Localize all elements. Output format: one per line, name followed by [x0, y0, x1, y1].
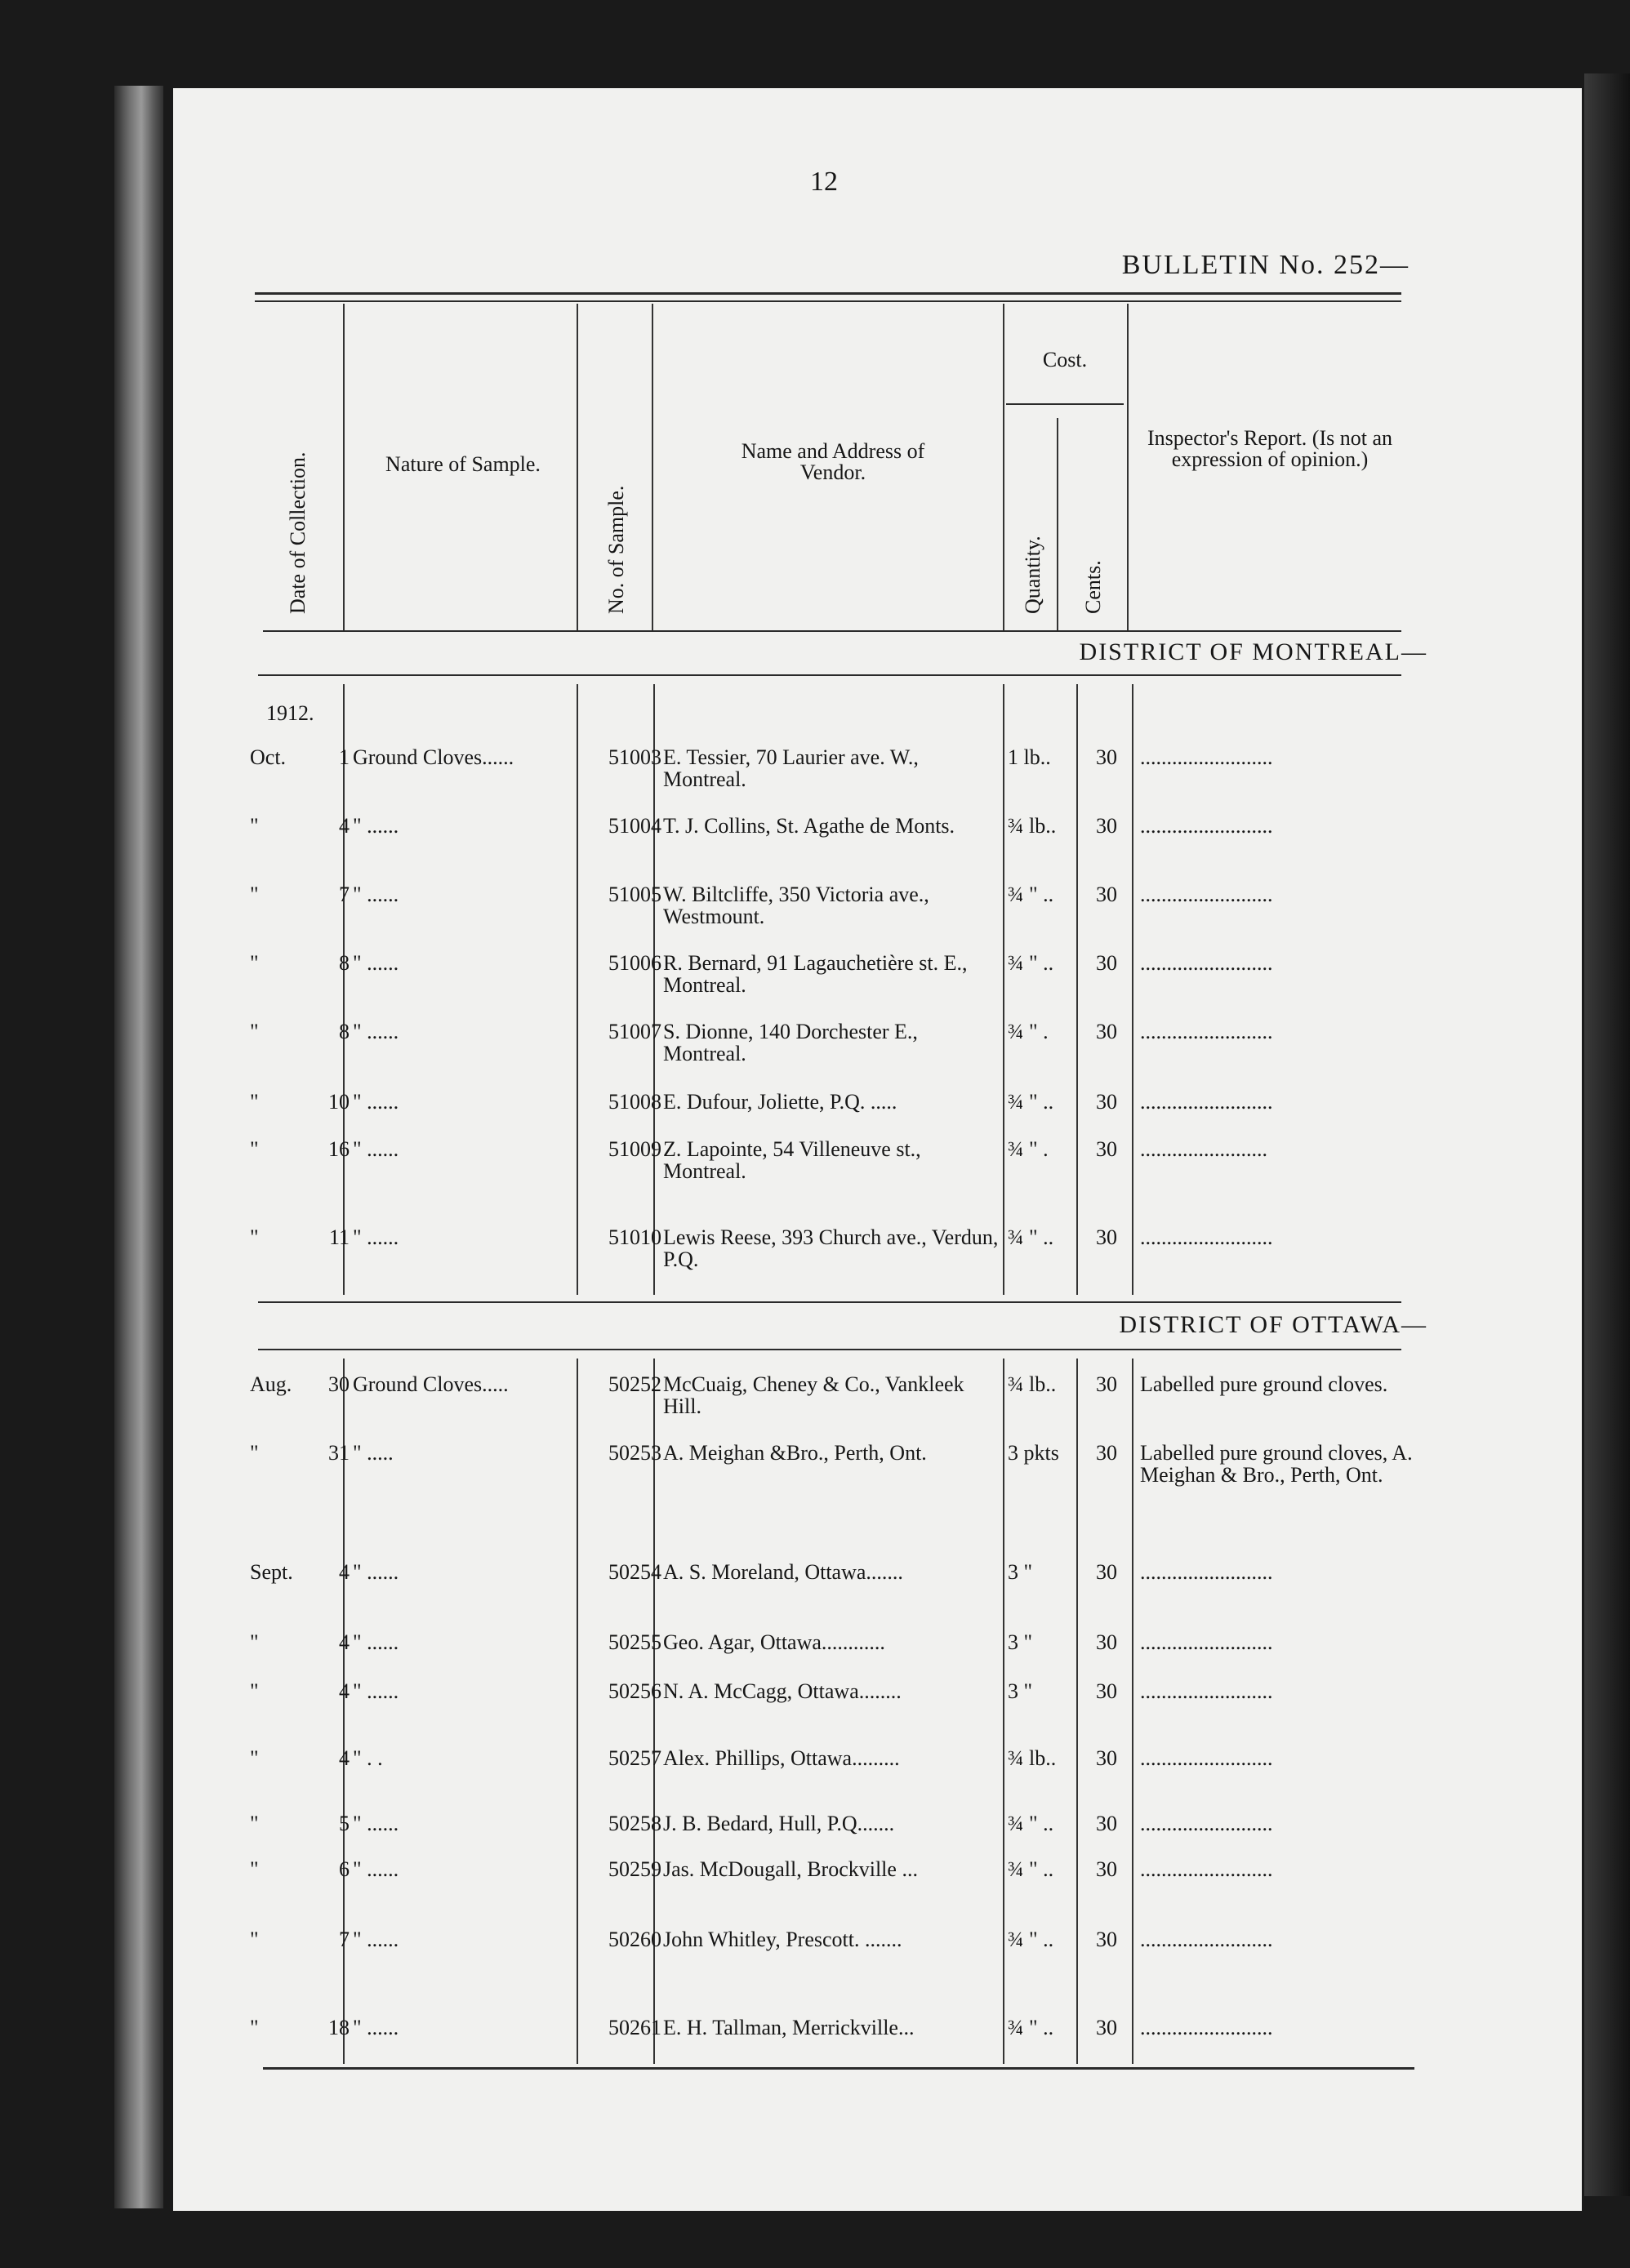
header-cents: Cents. — [1081, 560, 1105, 614]
cell-vendor: Lewis Reese, 393 Church ave., Verdun, P.Q. — [663, 1225, 999, 1272]
header-divider — [1127, 304, 1129, 630]
cell-nature: " ...... — [353, 814, 399, 838]
cell-qty: 3 " — [1008, 1630, 1033, 1654]
cell-cents: 30 — [1096, 1137, 1117, 1161]
cell-day: 6 — [339, 1857, 350, 1881]
cell-qty: ¾ " .. — [1008, 883, 1054, 906]
cell-cents: 30 — [1096, 1560, 1117, 1584]
cell-vendor: E. Tessier, 70 Laurier ave. W., Montreal. — [663, 745, 919, 792]
cell-nature: " ...... — [353, 1225, 399, 1249]
cell-month: " — [250, 1679, 259, 1703]
top-rule — [255, 292, 1401, 295]
cell-sample: 51006 — [608, 951, 661, 975]
cell-report: Labelled pure ground cloves. — [1140, 1372, 1388, 1396]
cost-rule — [1006, 403, 1124, 405]
cell-nature: Ground Cloves...... — [353, 745, 514, 769]
cell-qty: 3 " — [1008, 1560, 1033, 1584]
cell-cents: 30 — [1096, 1812, 1117, 1835]
cell-sample: 50260 — [608, 1928, 661, 1951]
cell-vendor: T. J. Collins, St. Agathe de Monts. — [663, 814, 955, 838]
column-divider — [653, 684, 655, 1295]
header-date-of-collection: Date of Collection. — [286, 451, 310, 614]
cell-vendor: John Whitley, Prescott. ....... — [663, 1928, 902, 1951]
cell-report: ......................... — [1140, 883, 1273, 906]
cell-qty: ¾ " .. — [1008, 1225, 1054, 1249]
header-divider — [1003, 304, 1004, 630]
cell-day: 4 — [339, 1630, 350, 1654]
cell-report: ......................... — [1140, 951, 1273, 975]
cell-nature: " ...... — [353, 883, 399, 906]
year-label: 1912. — [266, 701, 314, 725]
cell-nature: " ...... — [353, 1857, 399, 1881]
cell-sample: 50257 — [608, 1746, 661, 1770]
column-divider — [343, 684, 345, 1295]
cell-month: " — [250, 1857, 259, 1881]
cell-nature: " ...... — [353, 951, 399, 975]
cell-month: " — [250, 1137, 259, 1161]
cell-month: " — [250, 1746, 259, 1770]
header-divider — [577, 304, 578, 630]
cell-day: 30 — [328, 1372, 350, 1396]
cell-cents: 30 — [1096, 745, 1117, 769]
cell-month: " — [250, 1020, 259, 1043]
film-edge-right — [1584, 73, 1630, 2196]
header-nature-of-sample: Nature of Sample. — [385, 452, 541, 476]
cell-month: " — [250, 883, 259, 906]
cell-sample: 50254 — [608, 1560, 661, 1584]
cell-day: 4 — [339, 1560, 350, 1584]
cell-report: ......................... — [1140, 1630, 1273, 1654]
cell-report: Labelled pure ground cloves, A. Meighan & Bro., Perth, Ont. — [1140, 1441, 1413, 1488]
table-bottom-rule — [263, 2067, 1414, 2070]
cell-nature: " ...... — [353, 1090, 399, 1114]
column-divider — [1076, 1359, 1078, 2064]
cell-qty: ¾ " .. — [1008, 1928, 1054, 1951]
cell-month: Sept. — [250, 1560, 293, 1584]
cell-day: 31 — [328, 1441, 350, 1465]
cell-vendor: Jas. McDougall, Brockville ... — [663, 1857, 918, 1881]
cell-sample: 50255 — [608, 1630, 661, 1654]
header-bottom-rule — [263, 630, 1401, 632]
cell-report: ......................... — [1140, 1225, 1273, 1249]
cell-cents: 30 — [1096, 1679, 1117, 1703]
cell-nature: " ...... — [353, 1020, 399, 1043]
cell-nature: " ...... — [353, 1560, 399, 1584]
section-rule — [258, 1349, 1401, 1350]
cell-vendor: E. Dufour, Joliette, P.Q. ..... — [663, 1090, 897, 1114]
cell-month: " — [250, 951, 259, 975]
cell-day: 7 — [339, 1928, 350, 1951]
cell-month: " — [250, 1441, 259, 1465]
cell-cents: 30 — [1096, 1372, 1117, 1396]
cell-report: ......................... — [1140, 814, 1273, 838]
cell-report: ........................ — [1140, 1137, 1267, 1161]
cell-sample: 50252 — [608, 1372, 661, 1396]
cell-qty: ¾ " .. — [1008, 1812, 1054, 1835]
cell-day: 10 — [328, 1090, 350, 1114]
cell-vendor: Z. Lapointe, 54 Villeneuve st., Montreal. — [663, 1137, 921, 1184]
cell-qty: ¾ lb.. — [1008, 1746, 1057, 1770]
cell-cents: 30 — [1096, 883, 1117, 906]
bulletin-title: BULLETIN No. 252— — [1121, 250, 1410, 280]
cell-qty: 3 pkts — [1008, 1441, 1059, 1465]
header-divider — [652, 304, 653, 630]
page-number: 12 — [810, 167, 838, 197]
header-quantity: Quantity. — [1021, 536, 1044, 614]
cell-cents: 30 — [1096, 1630, 1117, 1654]
cell-sample: 51004 — [608, 814, 661, 838]
film-edge-left — [114, 86, 163, 2208]
header-cost: Cost. — [1042, 348, 1088, 371]
cell-qty: ¾ " .. — [1008, 1857, 1054, 1881]
cell-vendor: S. Dionne, 140 Dorchester E., Montreal. — [663, 1020, 918, 1066]
cell-month: " — [250, 1928, 259, 1951]
cell-qty: 1 lb.. — [1008, 745, 1051, 769]
cell-vendor: A. Meighan &Bro., Perth, Ont. — [663, 1441, 927, 1465]
cell-month: " — [250, 2016, 259, 2039]
cell-day: 5 — [339, 1812, 350, 1835]
cell-day: 4 — [339, 1679, 350, 1703]
cell-qty: ¾ " .. — [1008, 1090, 1054, 1114]
cell-nature: Ground Cloves..... — [353, 1372, 509, 1396]
cell-day: 16 — [328, 1137, 350, 1161]
cell-vendor: Geo. Agar, Ottawa............ — [663, 1630, 885, 1654]
cell-qty: ¾ " . — [1008, 1020, 1049, 1043]
cell-report: ......................... — [1140, 745, 1273, 769]
cell-vendor: N. A. McCagg, Ottawa........ — [663, 1679, 902, 1703]
cell-cents: 30 — [1096, 1928, 1117, 1951]
cell-vendor: R. Bernard, 91 Lagauchetière st. E., Montreal. — [663, 951, 968, 998]
cell-cents: 30 — [1096, 951, 1117, 975]
header-vendor: Name and Address of Vendor. — [741, 439, 925, 484]
cell-cents: 30 — [1096, 2016, 1117, 2039]
cell-sample: 50259 — [608, 1857, 661, 1881]
cell-day: 1 — [339, 745, 350, 769]
cell-month: Oct. — [250, 745, 287, 769]
cell-qty: ¾ " .. — [1008, 2016, 1054, 2039]
cell-sample: 50261 — [608, 2016, 661, 2039]
header-divider — [343, 304, 345, 630]
cell-sample: 50256 — [608, 1679, 661, 1703]
section-rule — [258, 1301, 1401, 1303]
cell-report: ......................... — [1140, 1812, 1273, 1835]
cell-report: ......................... — [1140, 1928, 1273, 1951]
cell-day: 18 — [328, 2016, 350, 2039]
cell-month: Aug. — [250, 1372, 292, 1396]
cell-report: ......................... — [1140, 1746, 1273, 1770]
column-divider — [1076, 684, 1078, 1295]
cell-month: " — [250, 814, 259, 838]
cell-month: " — [250, 1225, 259, 1249]
header-report: Inspector's Report. (Is not an expression of opinion.) — [1147, 426, 1392, 471]
cell-cents: 30 — [1096, 1746, 1117, 1770]
cell-cents: 30 — [1096, 1020, 1117, 1043]
section-rule — [258, 674, 1401, 676]
district-ottawa-heading: DISTRICT OF OTTAWA— — [1119, 1311, 1427, 1338]
cell-nature: " ...... — [353, 1812, 399, 1835]
cell-day: 7 — [339, 883, 350, 906]
header-no-of-sample: No. of Sample. — [604, 485, 628, 614]
cell-cents: 30 — [1096, 1857, 1117, 1881]
cell-report: ......................... — [1140, 1857, 1273, 1881]
cell-nature: " ...... — [353, 2016, 399, 2039]
cell-vendor: J. B. Bedard, Hull, P.Q....... — [663, 1812, 895, 1835]
cell-vendor: W. Biltcliffe, 350 Victoria ave., Westmount. — [663, 883, 929, 929]
cell-sample: 51003 — [608, 745, 661, 769]
district-montreal-heading: DISTRICT OF MONTREAL— — [1079, 638, 1427, 665]
cell-nature: " ...... — [353, 1928, 399, 1951]
cell-vendor: E. H. Tallman, Merrickville... — [663, 2016, 915, 2039]
cell-sample: 51008 — [608, 1090, 661, 1114]
cell-sample: 50258 — [608, 1812, 661, 1835]
cell-day: 4 — [339, 814, 350, 838]
cell-nature: " ...... — [353, 1679, 399, 1703]
cell-qty: ¾ " . — [1008, 1137, 1049, 1161]
cell-day: 11 — [328, 1225, 350, 1249]
cell-vendor: Alex. Phillips, Ottawa......... — [663, 1746, 900, 1770]
column-divider — [1132, 684, 1133, 1295]
cell-cents: 30 — [1096, 1225, 1117, 1249]
cell-report: ......................... — [1140, 1560, 1273, 1584]
cell-day: 4 — [339, 1746, 350, 1770]
cell-vendor: McCuaig, Cheney & Co., Vankleek Hill. — [663, 1372, 964, 1419]
cell-sample: 50253 — [608, 1441, 661, 1465]
cell-qty: ¾ lb.. — [1008, 1372, 1057, 1396]
column-divider — [1132, 1359, 1133, 2064]
cell-cents: 30 — [1096, 814, 1117, 838]
cell-qty: 3 " — [1008, 1679, 1033, 1703]
column-divider — [577, 1359, 578, 2064]
cell-cents: 30 — [1096, 1441, 1117, 1465]
cell-qty: ¾ lb.. — [1008, 814, 1057, 838]
cell-qty: ¾ " .. — [1008, 951, 1054, 975]
cell-vendor: A. S. Moreland, Ottawa....... — [663, 1560, 903, 1584]
cell-report: ......................... — [1140, 1020, 1273, 1043]
cell-nature: " ..... — [353, 1441, 394, 1465]
cell-month: " — [250, 1630, 259, 1654]
column-divider — [577, 684, 578, 1295]
cell-nature: " . . — [353, 1746, 383, 1770]
cell-cents: 30 — [1096, 1090, 1117, 1114]
header-divider — [1057, 418, 1058, 630]
cell-sample: 51009 — [608, 1137, 661, 1161]
cell-sample: 51007 — [608, 1020, 661, 1043]
cell-sample: 51010 — [608, 1225, 661, 1249]
cell-month: " — [250, 1090, 259, 1114]
cell-nature: " ...... — [353, 1630, 399, 1654]
cell-report: ......................... — [1140, 1679, 1273, 1703]
column-divider — [1003, 1359, 1004, 2064]
cell-nature: " ...... — [353, 1137, 399, 1161]
cell-month: " — [250, 1812, 259, 1835]
top-rule-thin — [255, 300, 1401, 302]
cell-day: 8 — [339, 951, 350, 975]
cell-report: ......................... — [1140, 1090, 1273, 1114]
cell-sample: 51005 — [608, 883, 661, 906]
cell-day: 8 — [339, 1020, 350, 1043]
cell-report: ......................... — [1140, 2016, 1273, 2039]
